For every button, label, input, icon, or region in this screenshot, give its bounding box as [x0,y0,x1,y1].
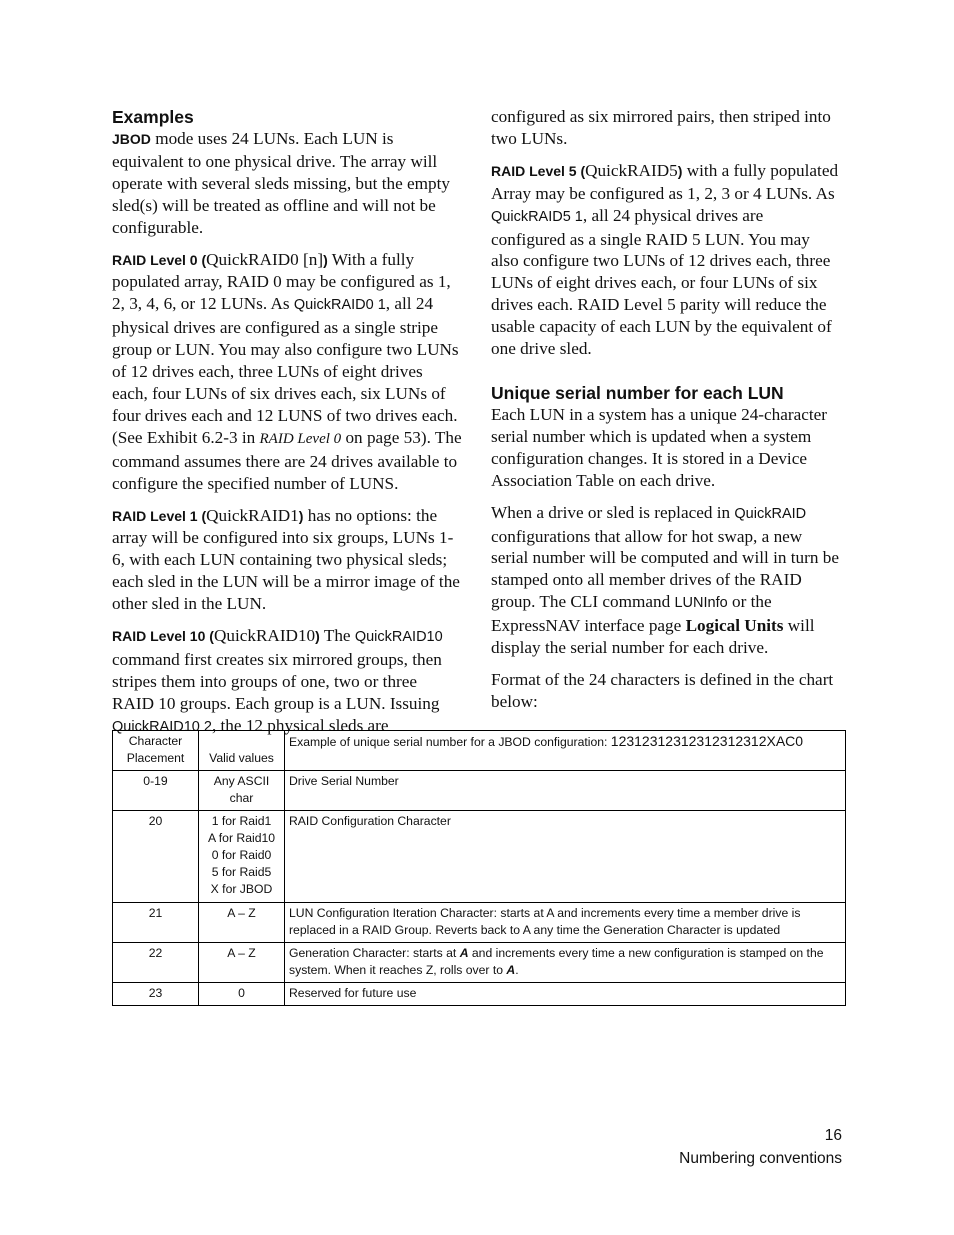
serial-number-heading: Unique serial number for each LUN [491,382,784,403]
raid10-paragraph: RAID Level 10 (QuickRAID10) The QuickRAID10 command first creates six mirrored groups, then stripes them into groups of one, two or three RAID 10 groups. Each group is a LUN. Issuing QuickRAID10 2, the 12 physical sleds are [112,626,443,735]
table-row: 22 A – Z Generation Character: starts at A and increments every time a new configuration is stamped on the system. When it reaches Z, rolls over to A. [113,943,846,983]
serial-paragraph-3: Format of the 24 characters is defined in the chart below: [491,669,834,711]
table-row: 21 A – Z LUN Configuration Iteration Character: starts at A and increments every time a member drive is replaced in a RAID Group. Reverts back to A any time the Generation Character is updated [113,903,846,943]
raid-values-list: 1 for Raid1 A for Raid10 0 for Raid0 5 for Raid5 X for JBOD [199,811,285,903]
header-character-placement: Character Placement [113,731,199,771]
table-row: 23 0 Reserved for future use [113,983,846,1006]
serial-paragraph-2: When a drive or sled is replaced in QuickRAID configurations that allow for hot swap, a new serial number will be computed and will in turn be stamped onto all member drives of the RAID group. The CLI command LUNInfo or the ExpressNAV interface page Logical Units will display the serial number for each drive. [491,502,839,658]
raid0-paragraph: RAID Level 0 (QuickRAID0 [n]) With a fully populated array, RAID 0 may be configured as 1, 2, 3, 4, 6, or 12 LUNs. As QuickRAID0 1, all 24 physical drives are configured as a single stripe group or LUN. You may also configure two LUNs of 12 drives each, three LUNs of eight drives each, four LUNs of six drives each, six LUNs of four drives each and 12 LUNS of two drives each. (See Exhibit 6.2-3 in RAID Level 0 on page 53). The command assumes there are 24 drives available to configure the specified number of LUNS. [112,249,462,493]
raid1-paragraph: RAID Level 1 (QuickRAID1) has no options: the array will be configured into six groups, LUNs 1-6, with each LUN containing two physical sleds; each sled in the LUN will be a mirror image of the other sled in the LUN. [112,505,460,614]
exhibit-reference: RAID Level 0 [259,430,342,447]
table-header-row [113,731,846,771]
section-name: Numbering conventions [679,1150,842,1167]
table-row: 20 1 for Raid1 A for Raid10 0 for Raid0 5 for Raid5 X for JBOD RAID Configuration Character [113,811,846,903]
example-serial: 12312312312312312312XAC0 [610,733,804,749]
page-number: 16 [824,1127,842,1144]
right-column [491,106,841,723]
serial-format-table [112,730,846,1006]
header-example: Example of unique serial number for a JBOD configuration: 12312312312312312312XAC0 [285,731,846,771]
serial-paragraph-1: Each LUN in a system has a unique 24-character serial number which is updated when a system configuration changes. It is stored in a Device Association Table on each drive. [491,404,827,490]
raid5-paragraph: RAID Level 5 (QuickRAID5) with a fully populated Array may be configured as 1, 2, 3 or 4 LUNs. As QuickRAID5 1, all 24 physical drives are configured as a single RAID 5 LUN. You may also configure two LUNs of 12 drives each, three LUNs of eight drives each, or four LUNs of six drives each. RAID Level 5 parity will reduce the usable capacity of each LUN by the equivalent of one drive sled. [491,160,839,359]
examples-heading: Examples [112,107,194,127]
header-valid-values: Valid values [199,731,285,771]
table-row: 0-19 Any ASCII char Drive Serial Number [113,771,846,811]
raid10-continued: configured as six mirrored pairs, then striped into two LUNs. [491,107,831,148]
page-footer [679,1124,842,1170]
left-column [112,106,462,749]
jbod-paragraph: JBOD mode uses 24 LUNs. Each LUN is equivalent to one physical drive. The array will operate with several sleds missing, but the empty sled(s) will be treated as offline and will not be configurable. [112,129,450,237]
